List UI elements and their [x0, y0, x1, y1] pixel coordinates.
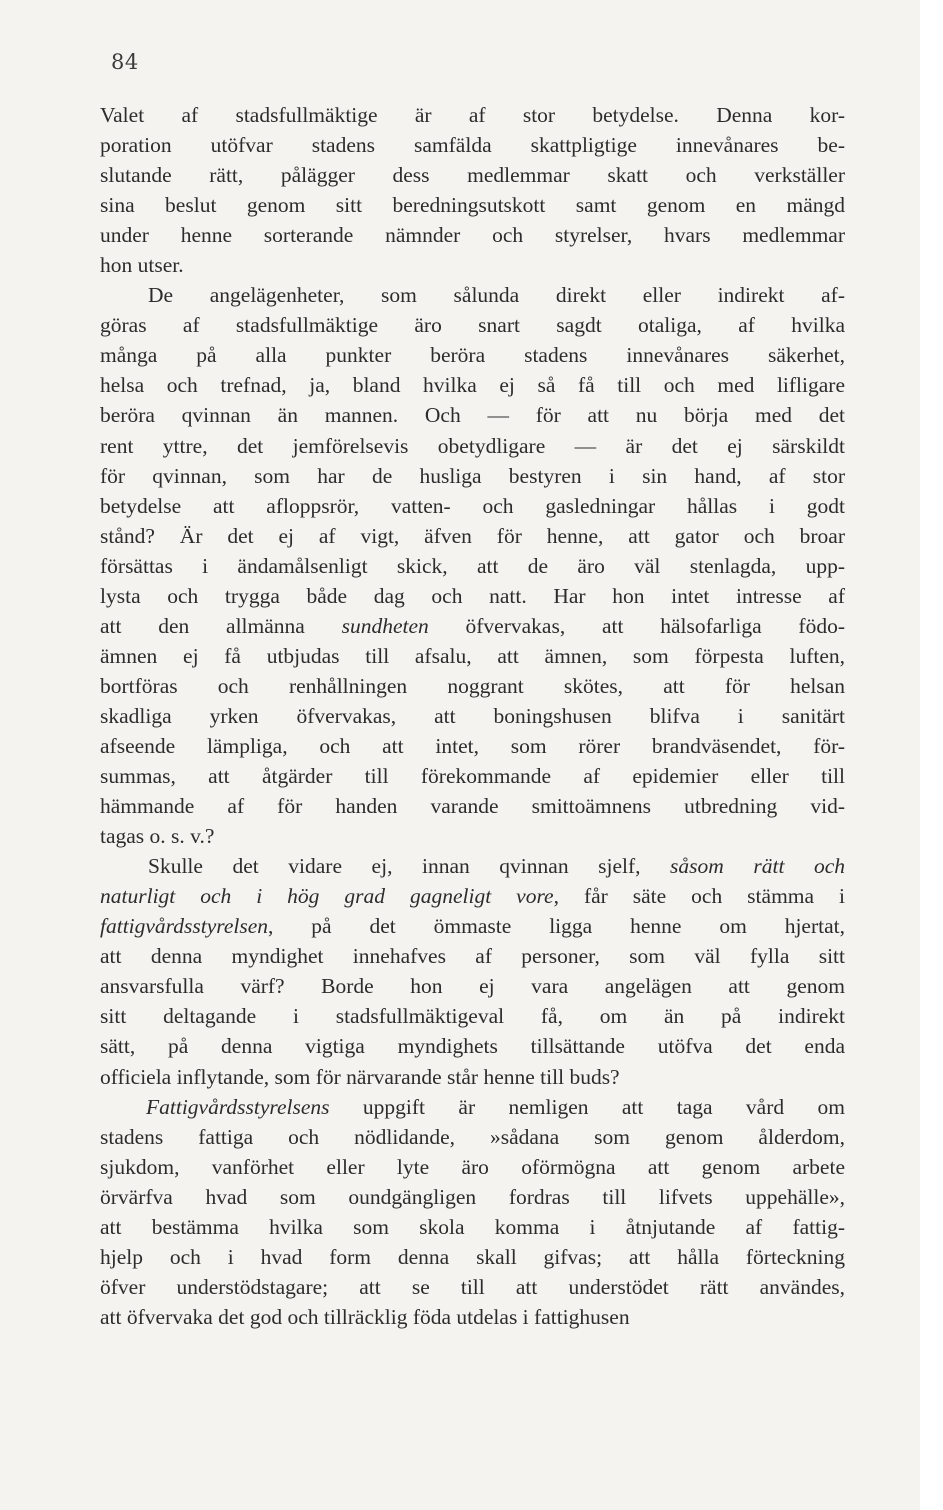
text-run: lysta och trygga både dag och natt. Har hon intet intresse af — [100, 583, 845, 608]
text-run: många på alla punkter beröra stadens innevånares säkerhet, — [100, 343, 845, 368]
italic-text: sundheten — [341, 613, 429, 638]
text-line — [100, 340, 845, 370]
text-run: under henne sorterande nämnder och styrelser, hvars medlemmar — [100, 223, 845, 248]
text-line — [100, 310, 845, 340]
text-run: sjukdom, vanförhet eller lyte äro oförmögna att genom arbete — [100, 1154, 845, 1179]
italic-text: såsom rätt och — [670, 854, 845, 879]
text-run: beröra qvinnan än mannen. Och — för att nu börja med det — [100, 403, 845, 428]
text-run: öfvervakas, att hälsofarliga födo- — [428, 613, 845, 638]
text-run: officiela inflytande, som för närvarande står henne till buds? — [100, 1064, 620, 1089]
text-run: poration utöfvar stadens samfälda skattpligtige innevånares be- — [100, 133, 845, 158]
text-run: helsa och trefnad, ja, bland hvilka ej så få till och med lifligare — [100, 373, 845, 398]
text-run: summas, att åtgärder till förekommande af epidemier eller till — [100, 764, 845, 789]
text-line — [100, 641, 845, 671]
text-line — [100, 701, 845, 731]
text-line — [100, 851, 845, 881]
text-run: att den allmänna — [100, 613, 342, 638]
text-run: hämmande af för handen varande smittoämnens utbredning vid- — [100, 794, 845, 819]
text-run: att denna myndighet innehafves af personer, som väl fylla sitt — [100, 944, 845, 969]
text-run: försättas i ändamålsenligt skick, att de äro väl stenlagda, upp- — [100, 553, 845, 578]
italic-text: Fattigvårdsstyrelsens — [146, 1094, 330, 1119]
text-line — [100, 250, 845, 280]
text-run: sina beslut genom sitt beredningsutskott samt genom en mängd — [100, 193, 845, 218]
text-run: stadens fattiga och nödlidande, »sådana som genom ålderdom, — [100, 1124, 845, 1149]
text-run: betydelse att afloppsrör, vatten- och gasledningar hållas i godt — [100, 493, 845, 518]
text-line — [100, 190, 845, 220]
text-line — [100, 1242, 845, 1272]
page-number: 84 — [111, 50, 139, 74]
text-line — [100, 491, 845, 521]
text-line — [100, 100, 845, 130]
text-run: afseende lämpliga, och att intet, som rörer brandväsendet, för- — [100, 733, 845, 758]
text-run: att öfvervaka det god och tillräcklig föda utdelas i fattighusen — [100, 1304, 630, 1329]
text-run: för qvinnan, som har de husliga bestyren i sin hand, af stor — [100, 463, 845, 488]
text-line — [100, 1001, 845, 1031]
text-line — [100, 731, 845, 761]
text-line — [100, 1182, 845, 1212]
body-text — [100, 100, 845, 1332]
text-line — [100, 881, 845, 911]
text-line — [100, 581, 845, 611]
text-run: hjelp och i hvad form denna skall gifvas; att hålla förteckning — [100, 1244, 845, 1269]
text-line — [100, 1062, 845, 1092]
text-line — [100, 220, 845, 250]
text-line — [100, 461, 845, 491]
text-line — [100, 1212, 845, 1242]
text-run: De angelägenheter, som sålunda direkt eller indirekt af- — [148, 283, 845, 308]
text-line — [100, 1122, 845, 1152]
text-line — [100, 671, 845, 701]
text-line — [100, 551, 845, 581]
text-line — [100, 280, 845, 310]
text-run: ansvarsfulla värf? Borde hon ej vara angelägen att genom — [100, 974, 845, 999]
text-run: sätt, på denna vigtiga myndighets tillsättande utöfva det enda — [100, 1034, 845, 1059]
text-line — [100, 611, 845, 641]
text-line — [100, 1302, 845, 1332]
text-run: , får säte och stämma i — [553, 884, 845, 909]
text-line — [100, 1152, 845, 1182]
text-line — [100, 971, 845, 1001]
text-run: stånd? Är det ej af vigt, äfven för henne, att gator och broar — [100, 523, 845, 548]
text-run: att bestämma hvilka som skola komma i åtnjutande af fattig- — [100, 1214, 845, 1239]
text-run: uppgift är nemligen att taga vård om — [329, 1094, 845, 1119]
text-line — [100, 130, 845, 160]
text-run: bortföras och renhållningen noggrant skötes, att för helsan — [100, 673, 845, 698]
text-run: ämnen ej få utbjudas till afsalu, att ämnen, som förpesta luften, — [100, 643, 845, 668]
text-run: göras af stadsfullmäktige äro snart sagdt otaliga, af hvilka — [100, 313, 845, 338]
text-run: rent yttre, det jemförelsevis obetydligare — är det ej särskildt — [100, 433, 845, 458]
text-line — [100, 941, 845, 971]
text-line — [100, 400, 845, 430]
text-line — [100, 1031, 845, 1061]
text-run: , på det ömmaste ligga henne om hjertat, — [268, 914, 845, 939]
text-line — [100, 821, 845, 851]
text-line — [100, 1272, 845, 1302]
text-line — [100, 1092, 845, 1122]
text-line — [100, 521, 845, 551]
text-run: Valet af stadsfullmäktige är af stor betydelse. Denna kor- — [100, 103, 845, 127]
text-line — [100, 761, 845, 791]
text-run: hon utser. — [100, 253, 184, 278]
italic-text: fattigvårdsstyrelsen — [100, 914, 269, 939]
text-line — [100, 431, 845, 461]
text-run: skadliga yrken öfvervakas, att boningshusen blifva i sanitärt — [100, 703, 845, 728]
text-line — [100, 160, 845, 190]
italic-text: naturligt och i hög grad gagneligt vore — [100, 884, 554, 909]
text-line — [100, 370, 845, 400]
text-run: slutande rätt, pålägger dess medlemmar skatt och verkställer — [100, 163, 845, 188]
text-run: öfver understödstagare; att se till att understödet rätt användes, — [100, 1274, 845, 1299]
text-line — [100, 791, 845, 821]
scan-margin — [920, 0, 943, 1510]
text-run: sitt deltagande i stadsfullmäktigeval få, om än på indirekt — [100, 1004, 845, 1029]
text-run: Skulle det vidare ej, innan qvinnan sjelf, — [148, 854, 671, 879]
text-line — [100, 911, 845, 941]
text-run: örvärfva hvad som oundgängligen fordras till lifvets uppehälle», — [100, 1184, 845, 1209]
text-run: tagas o. s. v.? — [100, 824, 215, 849]
